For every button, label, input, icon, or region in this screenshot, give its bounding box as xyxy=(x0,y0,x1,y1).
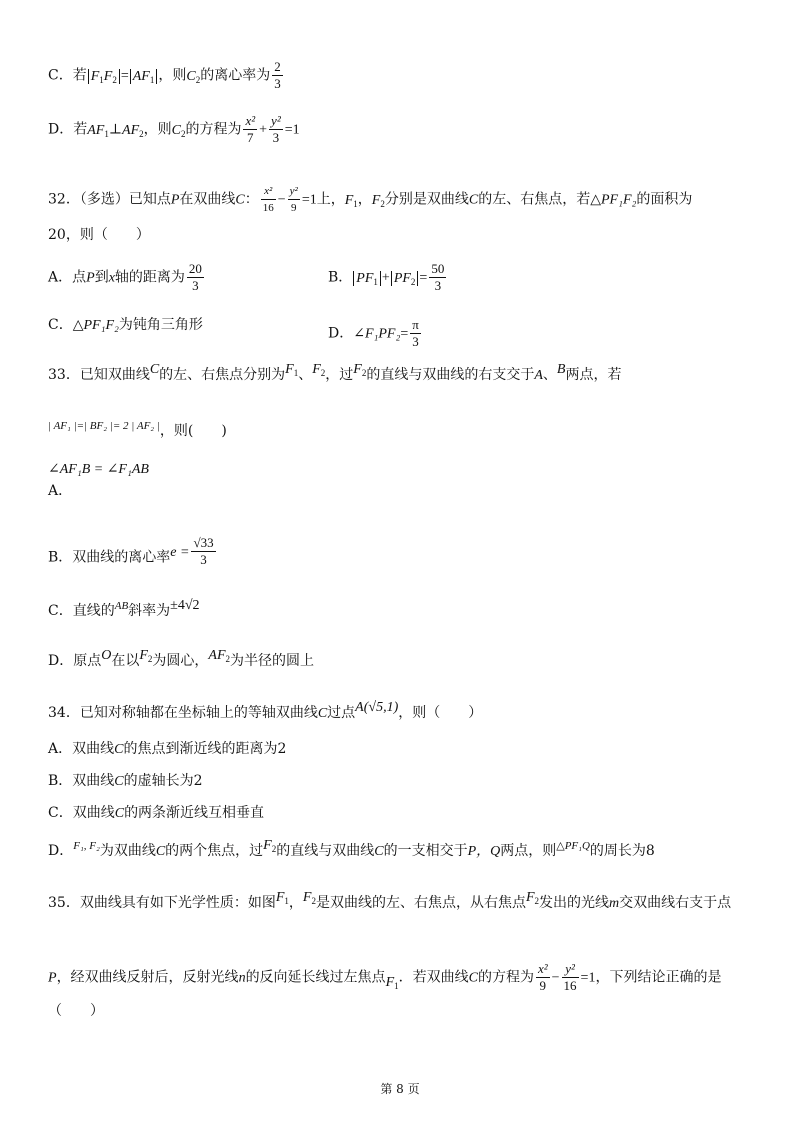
abs-pf2: $PF_2$ xyxy=(391,271,419,286)
q32-option-c: C．△PF₁F₂为钝角三角形 xyxy=(48,317,203,333)
q32-stem-line2: 20，则（ ） xyxy=(48,227,150,243)
fraction-20-3: $\frac{20}{3}$ xyxy=(188,261,202,293)
q33-condition: $^{| AF_1 |=| BF_2 |= 2 | AF_2 |}$，则( ) xyxy=(48,420,227,439)
q33-option-b: B．双曲线的离心率e = $\frac{√33}{3}$ xyxy=(48,535,214,567)
q35-stem-line2: P，经双曲线反射后，反射光线n的反向延长线过左焦点$F_1$．若双曲线C的方程为 $\frac{\text{x²}}{9}$ − $\frac{\text{y²}}{16}$ =1，下列结论正确的是 xyxy=(48,961,722,993)
q32-stem: 32．（多选）已知点P在双曲线C： $\frac{\text{x²}}{16}$ − $\frac{\text{y²}}{9}$ =1上，$F_1$，$F_2$分别是双曲线C的左、右焦点，若△PF₁F₂的面积为 xyxy=(48,185,693,214)
q32-option-d: D．∠F₁PF₂= $\frac{\pi}{3}$ xyxy=(328,317,419,349)
fraction-x2-16: $\frac{\text{x²}}{16}$ xyxy=(262,185,274,214)
q34-option-a: A．双曲线C的焦点到渐近线的距离为2 xyxy=(48,741,287,757)
q35-stem: 35．双曲线具有如下光学性质：如图$F_1$，$F_2$是双曲线的左、右焦点，从右焦点$F_2$发出的光线m交双曲线右支于点 xyxy=(48,890,732,911)
fraction-50-3: $\frac{50}{3}$ xyxy=(431,261,445,293)
q34-option-b: B．双曲线C的虚轴长为2 xyxy=(48,773,203,789)
q32-option-a: A．点P到x轴的距离为 $\frac{20}{3}$ xyxy=(48,261,202,293)
q33-option-c: C．直线的$^{AB}$斜率为±4√2 xyxy=(48,598,200,619)
q35-stem-line3: （ ） xyxy=(48,1003,104,1019)
q33-option-a-label: A． xyxy=(48,483,73,499)
fraction-sqrt33-3: $\frac{√33}{3}$ xyxy=(193,535,214,567)
abs-pf1: $PF_1$ xyxy=(353,271,381,286)
abs-f1f2: $F_1F_2$ xyxy=(88,69,120,84)
q34-stem: 34．已知对称轴都在坐标轴上的等轴双曲线C过点A(√5,1)，则（ ） xyxy=(48,700,483,721)
q33-option-d: D．原点O在以$F_2$为圆心，$AF_2$为半径的圆上 xyxy=(48,648,315,669)
q33-option-a: ∠AF₁B = ∠F₁AB xyxy=(48,462,149,477)
q31-option-d: D．若$AF_1\perp AF_2$，则$C_2$的方程为 $\frac{\text{x²}}{7}$ + $\frac{\text{y²}}{3}$ =1 xyxy=(48,113,300,145)
q31-option-c: C．若 $F_1F_2 = AF_1$ ，则$C_2$的离心率为 $\frac{2}{3}$ xyxy=(48,59,281,91)
fraction-y2-9: $\frac{\text{y²}}{9}$ xyxy=(289,185,298,214)
fraction-2-3: $\frac{2}{3}$ xyxy=(274,59,281,91)
q34-option-c: C．双曲线C的两条渐近线互相垂直 xyxy=(48,805,265,821)
q34-option-d: D．$^{F_1, F_2}$为双曲线C的两个焦点，过$F_2$的直线与双曲线C的一支相交于P，Q两点，则$^{\triangle PF_1Q}$的周长为8 xyxy=(48,838,655,859)
fraction-x2-9: $\frac{\text{x²}}{9}$ xyxy=(537,961,548,993)
fraction-x2-7: $\frac{\text{x²}}{7}$ xyxy=(245,113,256,145)
fraction-pi-3: $\frac{\pi}{3}$ xyxy=(412,317,419,349)
abs-af1: $AF_1$ xyxy=(130,69,158,84)
q32-option-b: B． $PF_1 + PF_2$ = $\frac{50}{3}$ xyxy=(328,261,445,293)
fraction-y2-3: $\frac{\text{y²}}{3}$ xyxy=(271,113,281,145)
q33-stem: 33．已知双曲线C的左、右焦点分别为$F_1$、$F_2$，过$F_2$的直线与双曲线的右支交于A、B两点，若 xyxy=(48,362,622,383)
fraction-y2-16: $\frac{\text{y²}}{16}$ xyxy=(563,961,577,993)
page-number: 第 8 页 xyxy=(380,1082,420,1096)
